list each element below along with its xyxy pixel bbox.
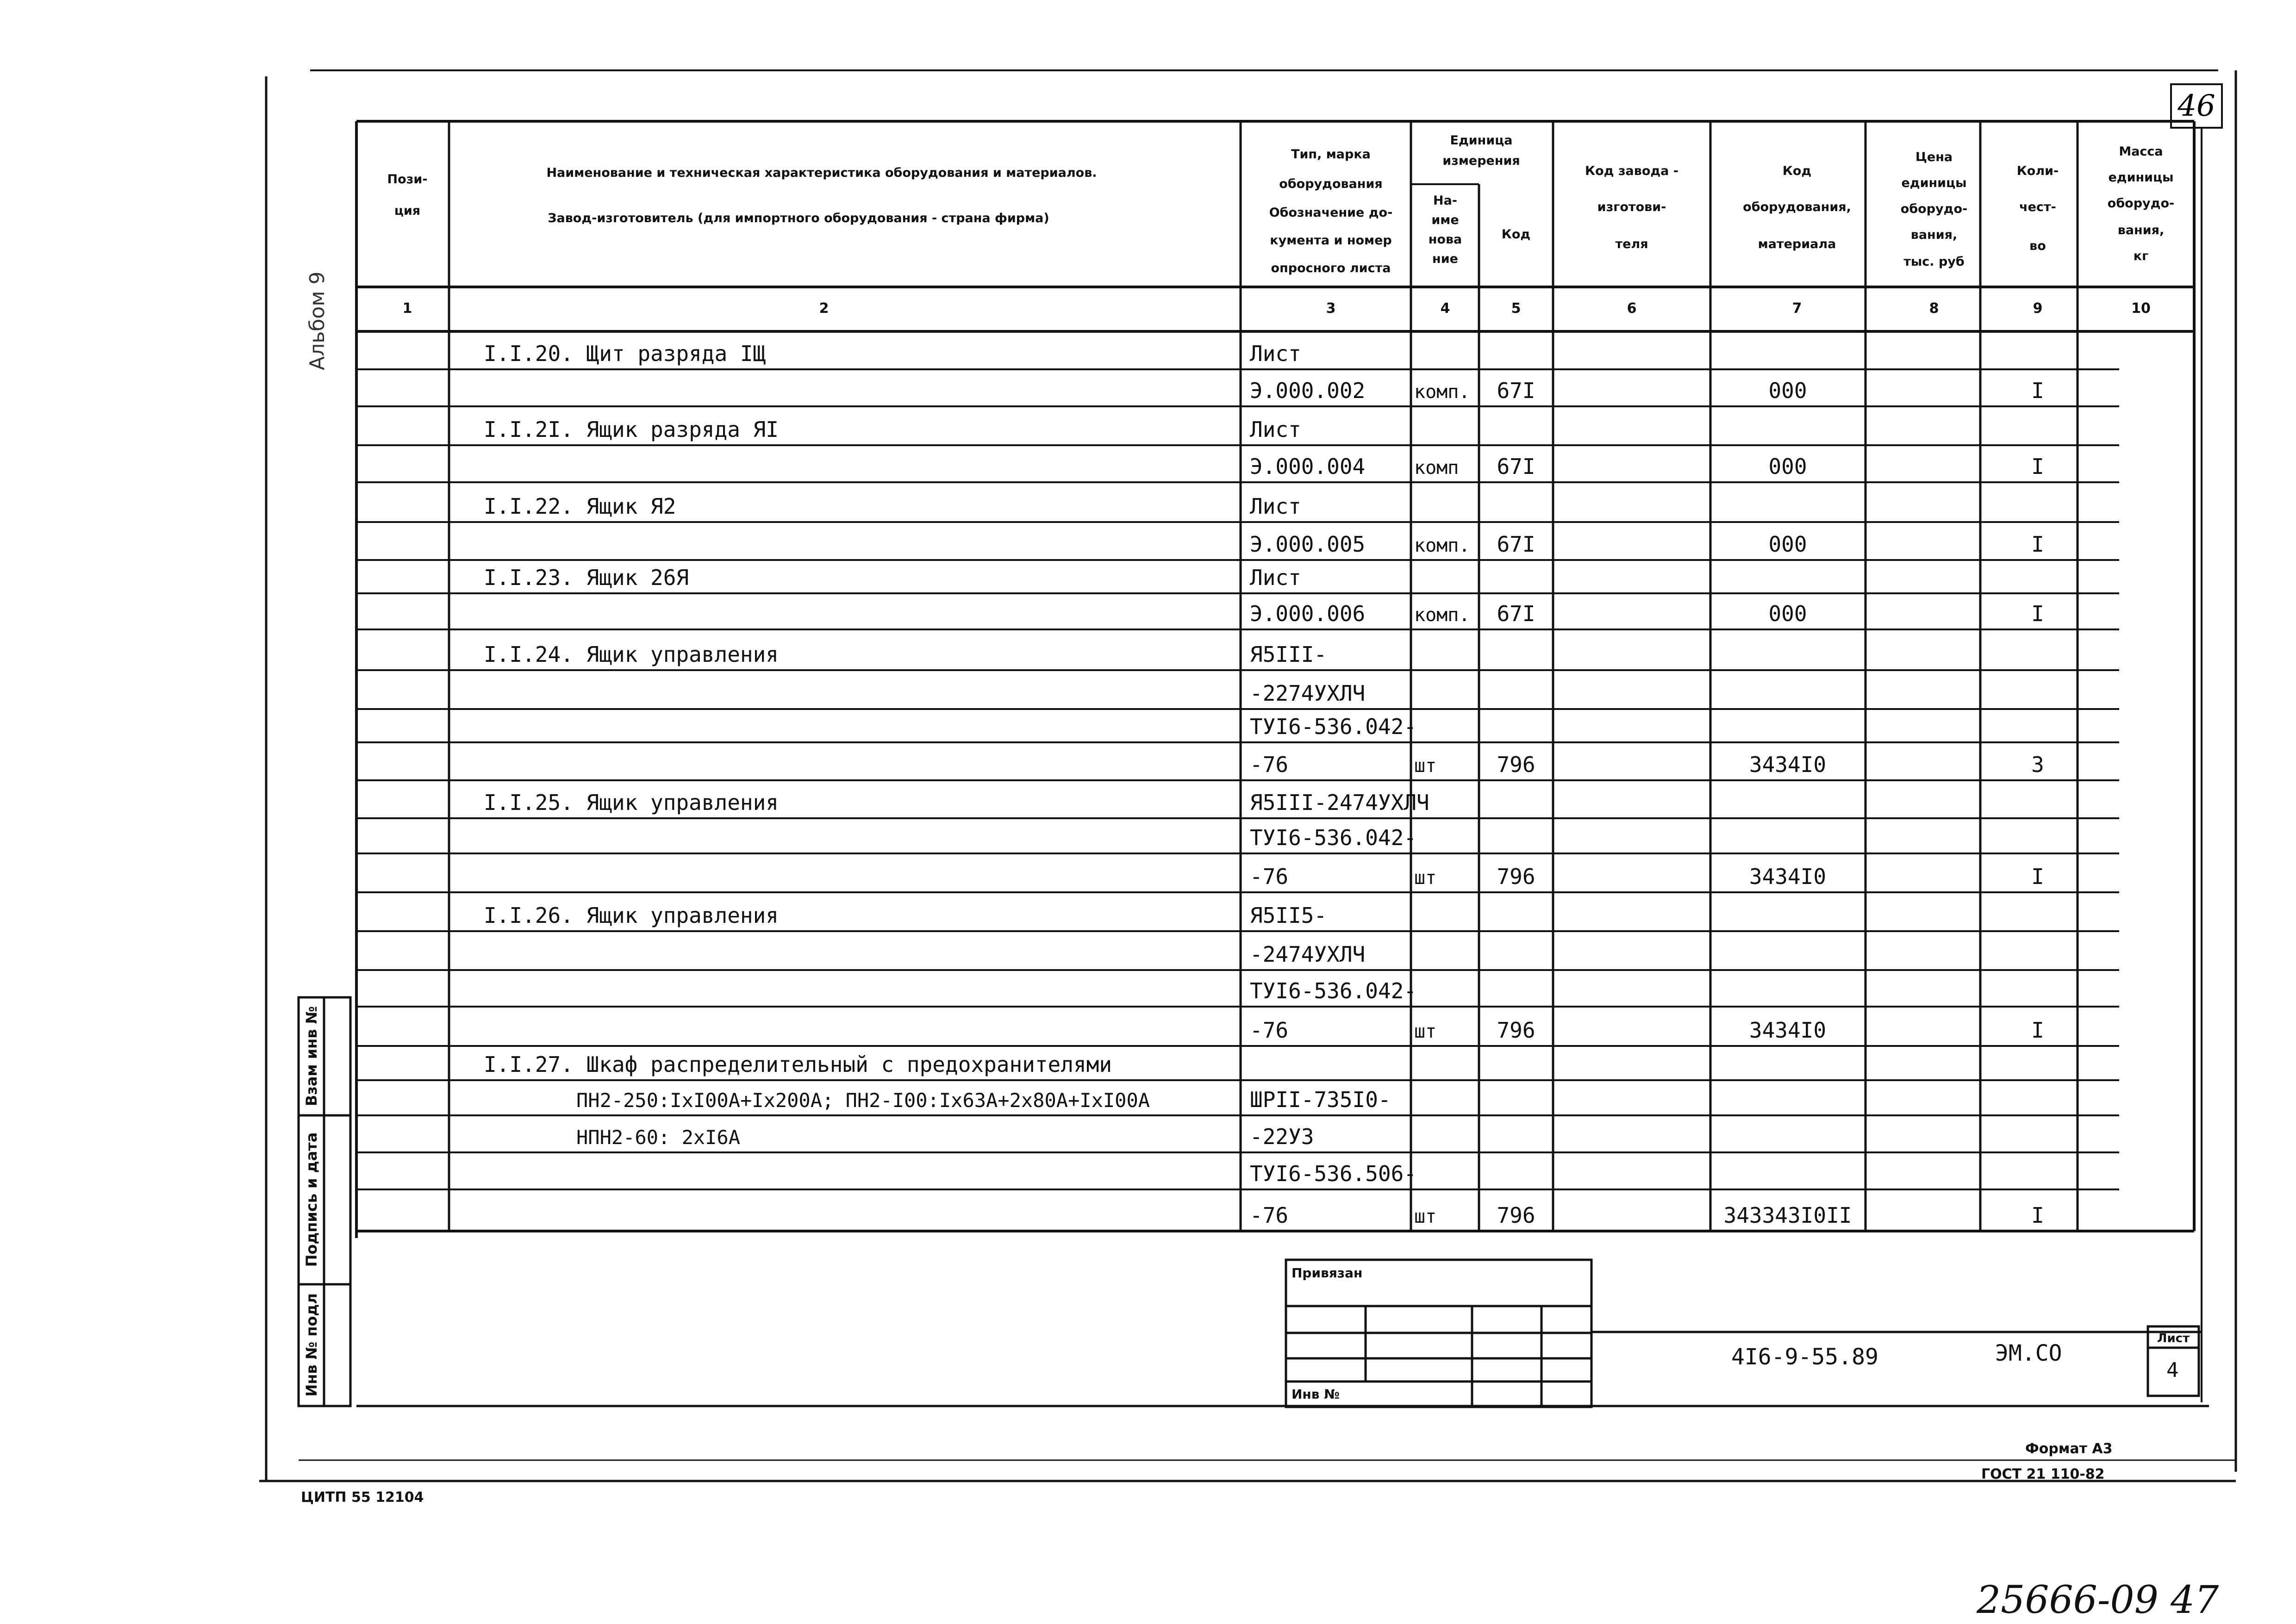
row-11-type: ТУI6-536.042- [1250, 714, 1417, 739]
col-name-line1: Наименование и техническая характеристика оборудования и материалов. [546, 166, 1097, 180]
row-2-equip: 000 [1768, 378, 1807, 403]
col-unit-name-line4: ние [1432, 252, 1458, 266]
row-3-name: I.I.2I. Ящик разряда ЯI [484, 417, 779, 442]
col-number-5: 5 [1511, 300, 1521, 317]
archive-number: 25666-09 47 [1977, 1578, 2219, 1622]
col-number-6: 6 [1627, 300, 1637, 317]
row-24-qty: I [2031, 1203, 2044, 1228]
col-price-line2: единицы [1901, 176, 1967, 190]
row-15-qty: I [2031, 864, 2044, 889]
col-mass-line3: оборудо- [2107, 196, 2175, 211]
col-plant-code-line3: теля [1615, 237, 1648, 251]
row-6-type: Э.000.005 [1250, 532, 1366, 557]
row-12-code: 796 [1497, 752, 1535, 777]
col-qty-line1: Коли- [2016, 164, 2059, 178]
row-4-unit: комп [1414, 457, 1459, 479]
row-5-name: I.I.22. Ящик Я2 [484, 494, 676, 519]
album-label: Альбом 9 [306, 271, 329, 370]
col-type-line5: опросного листа [1271, 261, 1391, 275]
row-2-code: 67I [1497, 378, 1535, 403]
row-2-qty: I [2031, 378, 2044, 403]
sheet-number: 46 [2177, 89, 2215, 123]
row-5-type: Лист [1250, 494, 1301, 519]
row-4-equip: 000 [1768, 454, 1807, 479]
col-number-2: 2 [819, 300, 829, 317]
gost-label: ГОСТ 21 110-82 [1981, 1466, 2105, 1482]
row-15-code: 796 [1497, 864, 1535, 889]
row-1-name: I.I.20. Щит разряда IЩ [484, 341, 766, 366]
format-label: Формат А3 [2025, 1441, 2113, 1457]
row-6-code: 67I [1497, 532, 1535, 557]
col-number-1: 1 [402, 300, 412, 317]
col-unit-name-line1: На- [1433, 193, 1458, 208]
row-8-equip: 000 [1768, 601, 1807, 626]
row-19-type: -76 [1250, 1018, 1289, 1043]
row-4-qty: I [2031, 454, 2044, 479]
col-position-line2: ция [394, 204, 421, 218]
row-12-qty: 3 [2031, 752, 2044, 777]
col-mass-line4: вания, [2117, 223, 2165, 237]
row-13-type: Я5III-2474УХЛЧ [1250, 790, 1429, 815]
col-equip-code-line1: Код [1782, 164, 1812, 178]
row-19-unit: шт [1414, 1021, 1437, 1042]
row-22-type: -22У3 [1250, 1124, 1314, 1149]
privyazan-label: Привязан [1292, 1265, 1363, 1281]
col-unit-name-line2: име [1431, 213, 1459, 227]
col-price-line4: вания, [1910, 228, 1958, 242]
row-17-type: -2474УХЛЧ [1250, 942, 1366, 967]
row-22-name2: НПН2-60: 2xI6A [576, 1126, 741, 1149]
col-equip-code-line2: оборудования, [1743, 200, 1851, 214]
col-name-line2: Завод-изготовитель (для импортного оборудования - страна фирма) [548, 211, 1049, 225]
document-mark: ЭМ.СО [1995, 1340, 2062, 1366]
row-12-equip: 3434I0 [1749, 752, 1827, 777]
col-price-line1: Цена [1915, 150, 1953, 164]
col-mass-line5: кг [2133, 249, 2149, 263]
inv-no-label: Инв № [1292, 1387, 1340, 1402]
col-number-8: 8 [1929, 300, 1939, 317]
row-4-code: 67I [1497, 454, 1535, 479]
vzam-inv-label: Взам инв № [303, 1006, 320, 1107]
row-15-unit: шт [1414, 867, 1437, 889]
inv-podl-label: Инв № подл [303, 1293, 320, 1397]
row-6-equip: 000 [1768, 532, 1807, 557]
row-21-name2: ПН2-250:IxI00A+Ix200A; ПН2-I00:Ix63A+2x80A+IxI00A [576, 1089, 1150, 1112]
row-9-type: Я5III- [1250, 642, 1327, 667]
col-type-line3: Обозначение до- [1269, 205, 1393, 220]
row-8-unit: комп. [1414, 604, 1470, 626]
row-6-unit: комп. [1414, 535, 1470, 556]
col-number-10: 10 [2131, 300, 2151, 317]
row-19-equip: 3434I0 [1749, 1018, 1827, 1043]
col-number-3: 3 [1326, 300, 1336, 317]
col-unit-group-line2: измерения [1442, 154, 1520, 168]
row-12-type: -76 [1250, 752, 1289, 777]
row-8-code: 67I [1497, 601, 1535, 626]
row-24-type: -76 [1250, 1203, 1289, 1228]
row-8-qty: I [2031, 601, 2044, 626]
cipp-label: ЦИТП 55 12104 [301, 1489, 424, 1506]
document-code: 4I6-9-55.89 [1731, 1344, 1878, 1370]
row-12-unit: шт [1414, 755, 1437, 777]
col-mass-line1: Масса [2119, 144, 2163, 159]
row-10-type: -2274УХЛЧ [1250, 681, 1366, 706]
row-20-name: I.I.27. Шкаф распределительный с предохранителями [484, 1052, 1112, 1077]
row-13-name: I.I.25. Ящик управления [484, 790, 779, 815]
col-plant-code-line2: изготови- [1597, 200, 1666, 214]
row-24-unit: шт [1414, 1206, 1437, 1227]
col-qty-line3: во [2029, 239, 2046, 253]
row-15-type: -76 [1250, 864, 1289, 889]
col-number-7: 7 [1792, 300, 1802, 317]
row-7-type: Лист [1250, 565, 1301, 590]
row-15-equip: 3434I0 [1749, 864, 1827, 889]
row-4-type: Э.000.004 [1250, 454, 1366, 479]
row-18-type: ТУI6-536.042- [1250, 978, 1417, 1003]
row-24-equip: 343343I0II [1723, 1203, 1852, 1228]
row-1-type: Лист [1250, 341, 1301, 366]
sheet-value: 4 [2166, 1358, 2179, 1382]
col-position-line1: Пози- [387, 172, 428, 187]
col-number-4: 4 [1440, 300, 1450, 317]
row-2-type: Э.000.002 [1250, 378, 1366, 403]
row-16-name: I.I.26. Ящик управления [484, 903, 779, 928]
sheet-label: Лист [2157, 1332, 2190, 1345]
row-24-code: 796 [1497, 1203, 1535, 1228]
col-equip-code-line3: материала [1758, 237, 1836, 251]
col-type-line2: оборудования [1279, 177, 1383, 191]
col-mass-line2: единицы [2108, 170, 2174, 185]
col-unit-code: Код [1501, 227, 1531, 242]
col-price-line5: тыс. руб [1903, 255, 1965, 269]
col-unit-name-line3: нова [1428, 232, 1462, 247]
row-3-type: Лист [1250, 417, 1301, 442]
row-19-code: 796 [1497, 1018, 1535, 1043]
row-7-name: I.I.23. Ящик 26Я [484, 565, 689, 590]
col-price-line3: оборудо- [1900, 202, 1968, 216]
row-19-qty: I [2031, 1018, 2044, 1043]
row-16-type: Я5II5- [1250, 903, 1327, 928]
row-6-qty: I [2031, 532, 2044, 557]
col-type-line4: кумента и номер [1270, 233, 1392, 248]
col-unit-group-line1: Единица [1450, 133, 1513, 148]
signature-date-label: Подпись и дата [303, 1132, 320, 1267]
row-2-unit: комп. [1414, 381, 1470, 403]
row-21-type: ШРII-735I0- [1250, 1087, 1391, 1112]
row-8-type: Э.000.006 [1250, 601, 1366, 626]
row-14-type: ТУI6-536.042- [1250, 825, 1417, 850]
col-plant-code-line1: Код завода - [1585, 164, 1678, 178]
col-qty-line2: чест- [2019, 200, 2056, 214]
row-9-name: I.I.24. Ящик управления [484, 642, 779, 667]
col-number-9: 9 [2033, 300, 2043, 317]
row-23-type: ТУI6-536.506- [1250, 1161, 1417, 1186]
col-type-line1: Тип, марка [1291, 147, 1371, 162]
